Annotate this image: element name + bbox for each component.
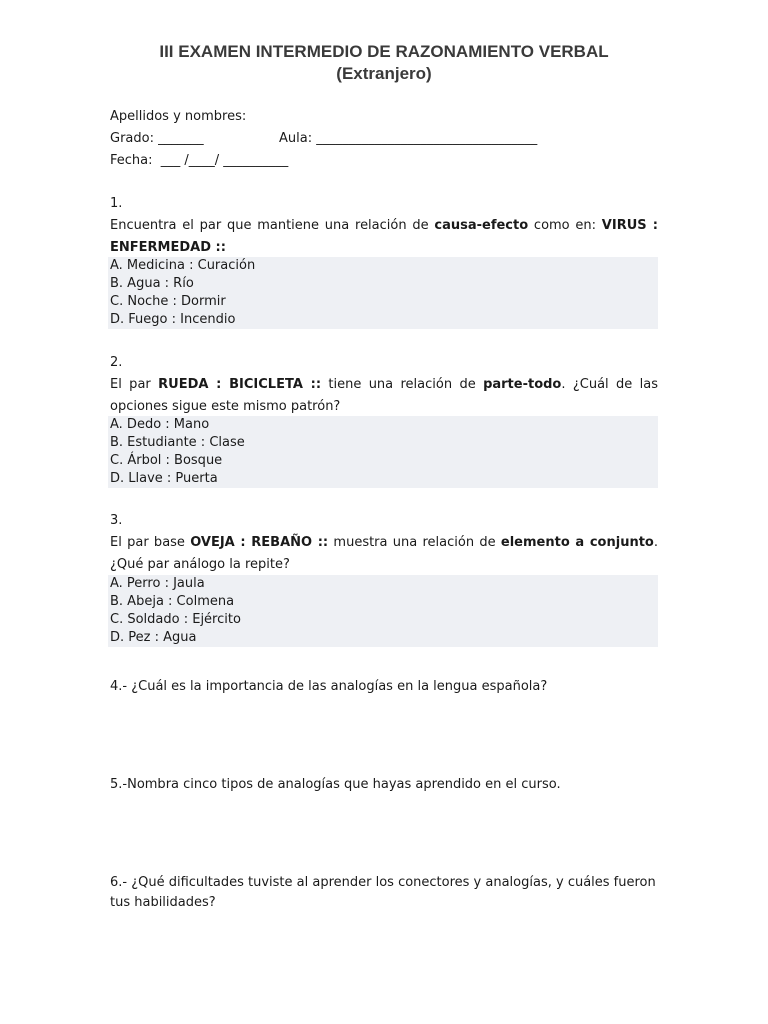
stem-keyword: OVEJA : REBAÑO :: <box>190 535 329 550</box>
question-2-options <box>108 416 658 488</box>
option-d: D. Llave : Puerta <box>110 471 218 486</box>
question-1-stem <box>110 215 658 259</box>
question-3-options <box>108 575 658 647</box>
stem-text: El par base <box>110 535 191 550</box>
stem-keyword: causa-efecto <box>434 218 529 233</box>
open-question-4: 4.- ¿Cuál es la importancia de las analogías en la lengua española? <box>110 679 548 694</box>
option-c: C. Soldado : Ejército <box>110 612 241 627</box>
open-question-5: 5.-Nombra cinco tipos de analogías que hayas aprendido en el curso. <box>110 777 561 792</box>
stem-keyword: VIRUS : ENFERMEDAD :: <box>110 218 658 255</box>
open-question-6: 6.- ¿Qué dificultades tuviste al aprender los conectores y analogías, y cuáles fueron tus habilidades? <box>110 875 656 910</box>
question-3-stem <box>110 532 658 576</box>
question-2-stem <box>110 374 658 418</box>
option-b: B. Abeja : Colmena <box>110 594 235 609</box>
question-3-number: 3. <box>110 513 123 528</box>
option-a: A. Medicina : Curación <box>110 258 256 273</box>
stem-text: como en: <box>528 218 602 233</box>
option-c: C. Noche : Dormir <box>110 294 226 309</box>
option-b: B. Estudiante : Clase <box>110 435 245 450</box>
name-field-label: Apellidos y nombres: <box>110 109 247 124</box>
stem-keyword: parte-todo <box>483 377 562 392</box>
question-1-options <box>108 257 658 329</box>
option-b: B. Agua : Río <box>110 276 194 291</box>
exam-title: III EXAMEN INTERMEDIO DE RAZONAMIENTO VERBAL <box>159 42 609 61</box>
stem-keyword: RUEDA : BICICLETA :: <box>158 377 322 392</box>
option-a: A. Perro : Jaula <box>110 576 205 591</box>
stem-text: Encuentra el par que mantiene una relación de <box>110 218 435 233</box>
option-d: D. Fuego : Incendio <box>110 312 236 327</box>
option-c: C. Árbol : Bosque <box>110 453 223 468</box>
stem-keyword: elemento a conjunto <box>500 535 654 550</box>
question-2-number: 2. <box>110 355 123 370</box>
room-field: Aula: __________________________________ <box>279 131 538 146</box>
stem-text: tiene una relación de <box>321 377 484 392</box>
grade-field: Grado: _______ <box>110 131 204 146</box>
stem-text: El par <box>110 377 159 392</box>
option-d: D. Pez : Agua <box>110 630 197 645</box>
stem-text: . ¿Qué par análogo la repite? <box>110 535 658 572</box>
exam-subtitle: (Extranjero) <box>336 64 432 83</box>
question-1-number: 1. <box>110 196 123 211</box>
stem-text: muestra una relación de <box>328 535 501 550</box>
option-a: A. Dedo : Mano <box>110 417 210 432</box>
date-field: Fecha: ___ /____/ __________ <box>110 153 289 168</box>
stem-text: . ¿Cuál de las opciones sigue este mismo patrón? <box>110 377 658 414</box>
